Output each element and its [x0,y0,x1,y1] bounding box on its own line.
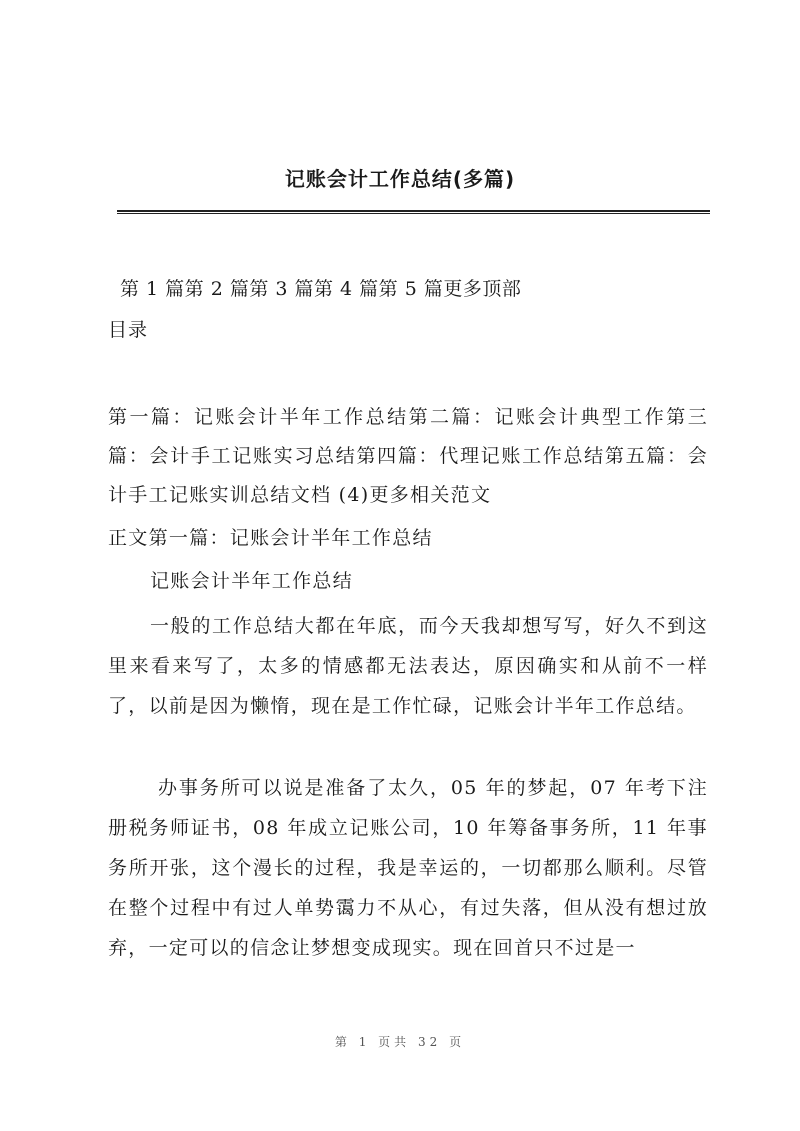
toc-list: 第一篇：记账会计半年工作总结第二篇：记账会计典型工作第三篇：会计手工记账实习总结第四篇：代理记账工作总结第五篇：会计手工记账实训总结文档 (4)更多相关范文 [108,406,708,506]
article-subheading: 记账会计半年工作总结 [150,570,354,592]
page-footer: 第 1 页共 32 页 [334,1035,466,1049]
paragraph-2: 办事务所可以说是准备了太久，05 年的梦起，07 年考下注册税务师证书，08 年成立记账公司，10 年筹备事务所，11 年事务所开张，这个漫长的过程，我是幸运的，一切都那么顺利。尽管在整个过程中有过人单势霭力不从心，有过失落，但从没有想过放弃，一定可以的信念让梦想变成现实。现在回首只不过是一 [108,777,708,959]
title-divider [117,210,710,214]
toc-heading: 目录 [108,319,149,341]
page-title: 记账会计工作总结(多篇) [284,167,516,191]
body-heading: 正文第一篇：记账会计半年工作总结 [108,527,433,549]
paragraph-1: 一般的工作总结大都在年底，而今天我却想写写，好久不到这里来看来写了，太多的情感都无法表达，原因确实和从前不一样了，以前是因为懒惰，现在是工作忙碌，记账会计半年工作总结。 [108,615,708,717]
section-nav-links[interactable]: 第 1 篇第 2 篇第 3 篇第 4 篇第 5 篇更多顶部 [120,278,522,300]
